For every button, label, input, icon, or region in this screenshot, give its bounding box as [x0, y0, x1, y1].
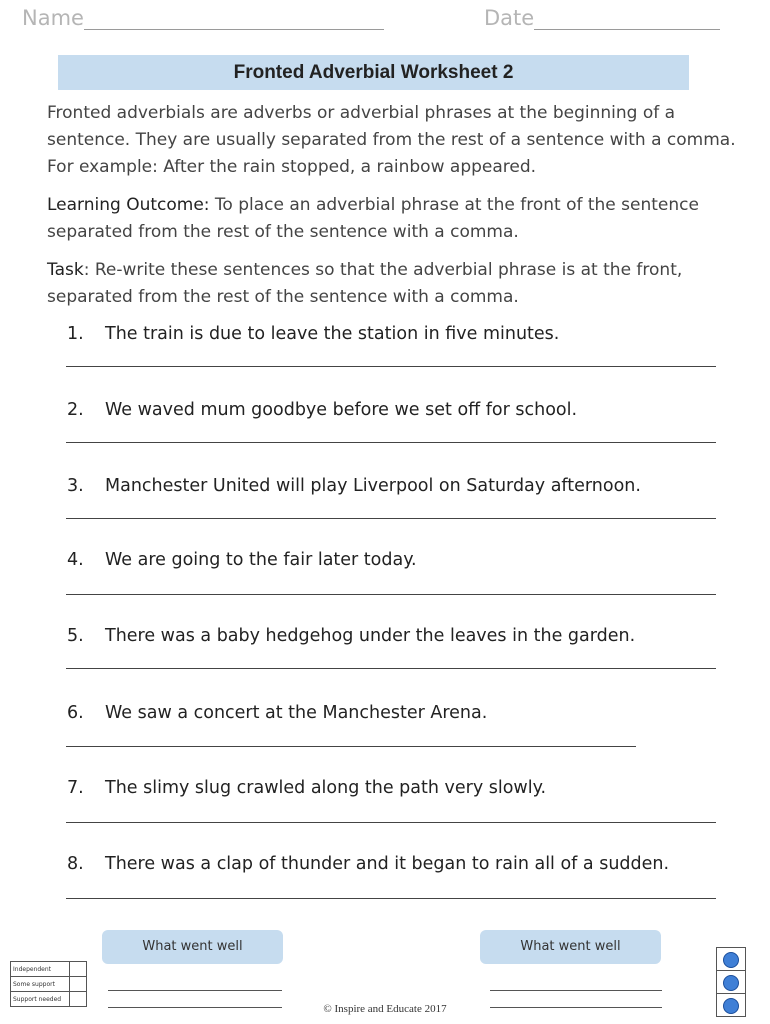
name-field: [22, 6, 384, 30]
answer-line-3[interactable]: [66, 518, 716, 519]
copyright-footer: © Inspire and Educate 2017: [323, 1003, 447, 1015]
learning-outcome: [47, 192, 747, 246]
question-text: The slimy slug crawled along the path very slowly.: [105, 778, 547, 798]
worksheet-title: Fronted Adverbial Worksheet 2: [58, 55, 689, 90]
name-label: Name: [22, 6, 84, 30]
question-6: [67, 703, 487, 723]
question-number: 2.: [67, 400, 84, 420]
date-field: [484, 6, 720, 30]
question-number: 4.: [67, 550, 84, 570]
question-text: There was a clap of thunder and it began to rain all of a sudden.: [105, 854, 670, 874]
question-number: 6.: [67, 703, 84, 723]
intro-paragraph: Fronted adverbials are adverbs or adverbial phrases at the beginning of a sentence. They are usually separated from the rest of a sentence with a comma. For example: After the rain stopped, a rainbow appeared.: [47, 103, 736, 177]
learning-outcome-label: Learning Outcome:: [47, 195, 210, 215]
feedback-line[interactable]: [490, 990, 662, 991]
what-went-well-right: What went well: [480, 930, 661, 964]
question-4: [67, 550, 417, 570]
learning-outcome-text: To place an adverbial phrase at the front of the sentence separated from the rest of the sentence with a comma.: [47, 195, 699, 242]
question-3: [67, 476, 641, 496]
question-number: 8.: [67, 854, 84, 874]
task-text: : Re-write these sentences so that the adverbial phrase is at the front, separated from the rest of the sentence with a comma.: [47, 260, 683, 307]
question-number: 5.: [67, 626, 84, 646]
question-number: 7.: [67, 778, 84, 798]
question-7: [67, 778, 546, 798]
question-text: We saw a concert at the Manchester Arena.: [105, 703, 488, 723]
task-instructions: [47, 257, 747, 311]
question-1: [67, 324, 559, 344]
answer-line-6[interactable]: [66, 746, 636, 747]
date-line[interactable]: [534, 9, 720, 30]
support-checkbox[interactable]: [70, 962, 87, 977]
question-text: There was a baby hedgehog under the leaves in the garden.: [105, 626, 636, 646]
answer-line-4[interactable]: [66, 594, 716, 595]
answer-line-7[interactable]: [66, 822, 716, 823]
answer-line-1[interactable]: [66, 366, 716, 367]
question-text: We waved mum goodbye before we set off for school.: [105, 400, 578, 420]
neutral-face-icon: [723, 975, 739, 991]
question-text: Manchester United will play Liverpool on Saturday afternoon.: [105, 476, 641, 496]
question-number: 3.: [67, 476, 84, 496]
smiley-face-icon: [723, 952, 739, 968]
date-label: Date: [484, 6, 535, 30]
question-number: 1.: [67, 324, 84, 344]
name-line[interactable]: [84, 9, 384, 30]
question-5: [67, 626, 635, 646]
feedback-line[interactable]: [108, 990, 282, 991]
face-cell[interactable]: [717, 948, 746, 971]
what-went-well-left: What went well: [102, 930, 283, 964]
question-text: The train is due to leave the station in five minutes.: [105, 324, 560, 344]
question-8: [67, 854, 669, 874]
answer-line-8[interactable]: [66, 898, 716, 899]
support-label: Independent: [11, 962, 70, 977]
support-level-table: [10, 961, 87, 1007]
task-label: Task: [47, 260, 84, 280]
support-checkbox[interactable]: [70, 977, 87, 992]
answer-line-2[interactable]: [66, 442, 716, 443]
answer-line-5[interactable]: [66, 668, 716, 669]
question-text: We are going to the fair later today.: [105, 550, 417, 570]
face-cell[interactable]: [717, 971, 746, 994]
support-label: Some support: [11, 977, 70, 992]
question-2: [67, 400, 577, 420]
support-label: Support needed: [11, 992, 70, 1007]
